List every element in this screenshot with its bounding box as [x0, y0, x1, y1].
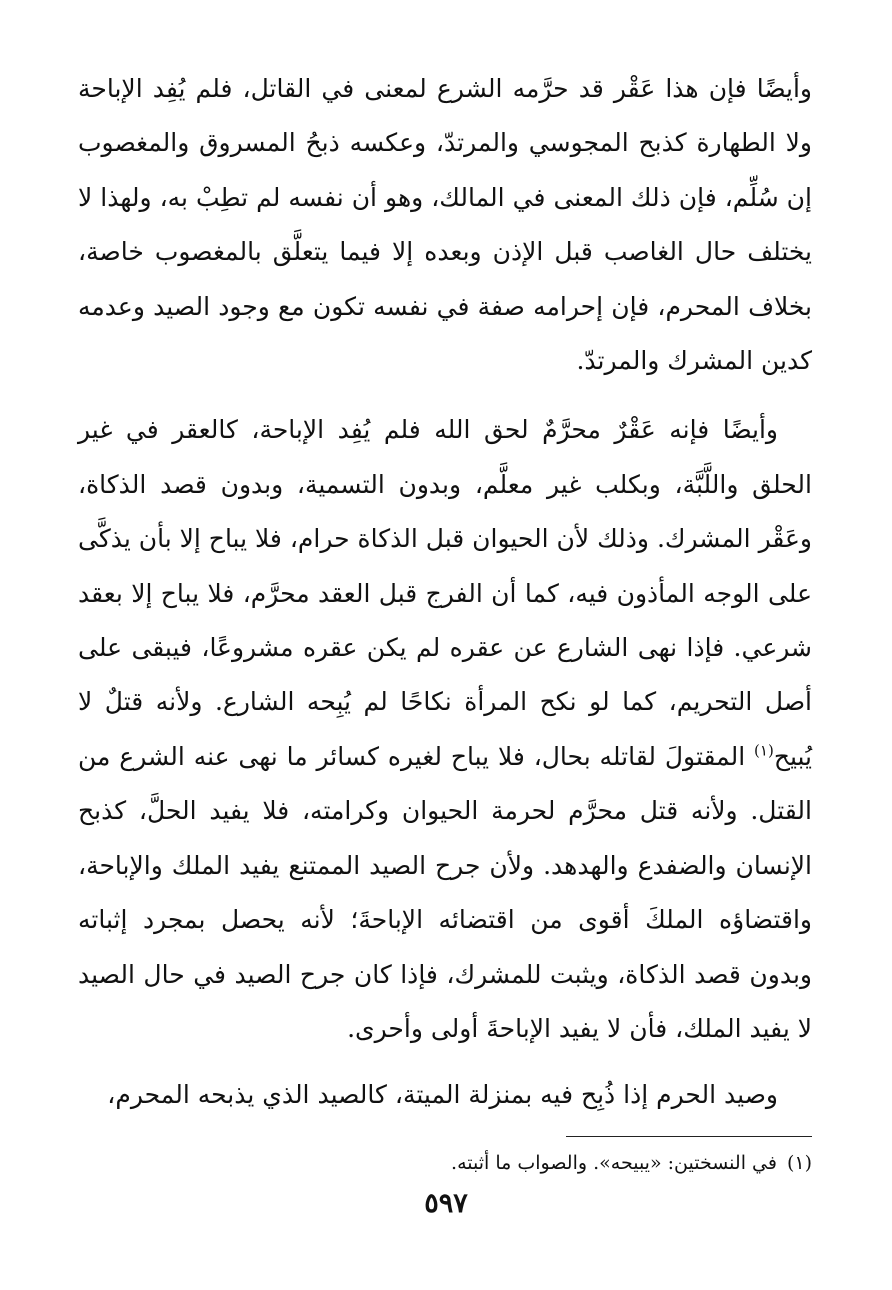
page-number: ٥٩٧ — [424, 1188, 468, 1219]
page-body — [78, 62, 812, 1123]
paragraph-2-text-before: وأيضًا فإنه عَقْرٌ محرَّمٌ لحق الله فلم يُفِد الإباحة، كالعقر في غير الحلق واللَّبَّة، وبكلب غير معلَّم، وبدون التسمية، وبدون قصد الذكاة، وعَقْر المشرك. وذلك لأن الحيوان قبل الذكاة حرام، فلا يباح إلا بأن يذكَّى على الوجه المأذون فيه، كما أن الفرج قبل العقد محرَّم، فلا يباح إلا بعقد شرعي. فإذا نهى الشارع عن عقره لم يكن عقره مشروعًا، فيبقى على أصل التحريم، كما لو نكح المرأة نكاحًا لم يُبِحه الشارع. ولأنه قتلٌ لا يُبيح — [78, 415, 812, 771]
paragraph-1: وأيضًا فإن هذا عَقْر قد حرَّمه الشرع لمعنى في القاتل، فلم يُفِد الإباحة ولا الطهارة كذبح المجوسي والمرتدّ، وعكسه ذبحُ المسروق والمغصوب إن سُلِّم، فإن ذلك المعنى في المالك، وهو أن نفسه لم تطِبْ به، ولهذا لا يختلف حال الغاصب قبل الإذن وبعده إلا فيما يتعلَّق بالمغصوب خاصة، بخلاف المحرم، فإن إحرامه صفة في نفسه تكون مع وجود الصيد وعدمه كدين المشرك والمرتدّ. — [78, 74, 812, 376]
paragraph-2 — [78, 403, 812, 1056]
footnote-divider — [566, 1136, 812, 1137]
paragraph-2-text-after: المقتولَ لقاتله بحال، فلا يباح لغيره كسائر ما نهى عنه الشرع من القتل. ولأنه قتل محرَّم لحرمة الحيوان وكرامته، فلا يفيد الحلَّ، كذبح الإنسان والضفدع والهدهد. ولأن جرح الصيد الممتنع يفيد الملك والإباحة، واقتضاؤه الملكَ أقوى من اقتضائه الإباحةَ؛ لأنه يحصل بمجرد إثباته وبدون قصد الذكاة، ويثبت للمشرك، فإذا كان جرح الصيد في حال الصيد لا يفيد الملك، فأن لا يفيد الإباحةَ أولى وأحرى. — [78, 741, 812, 1043]
footnote-number: (١) — [786, 1152, 812, 1174]
footnote-reference[interactable]: (١) — [754, 741, 774, 760]
paragraph-3: وصيد الحرم إذا ذُبِح فيه بمنزلة الميتة، كالصيد الذي يذبحه المحرم، — [107, 1080, 778, 1110]
footnote-text: في النسختين: «يبيحه». والصواب ما أثبته. — [451, 1152, 777, 1174]
footnote — [78, 1146, 812, 1180]
